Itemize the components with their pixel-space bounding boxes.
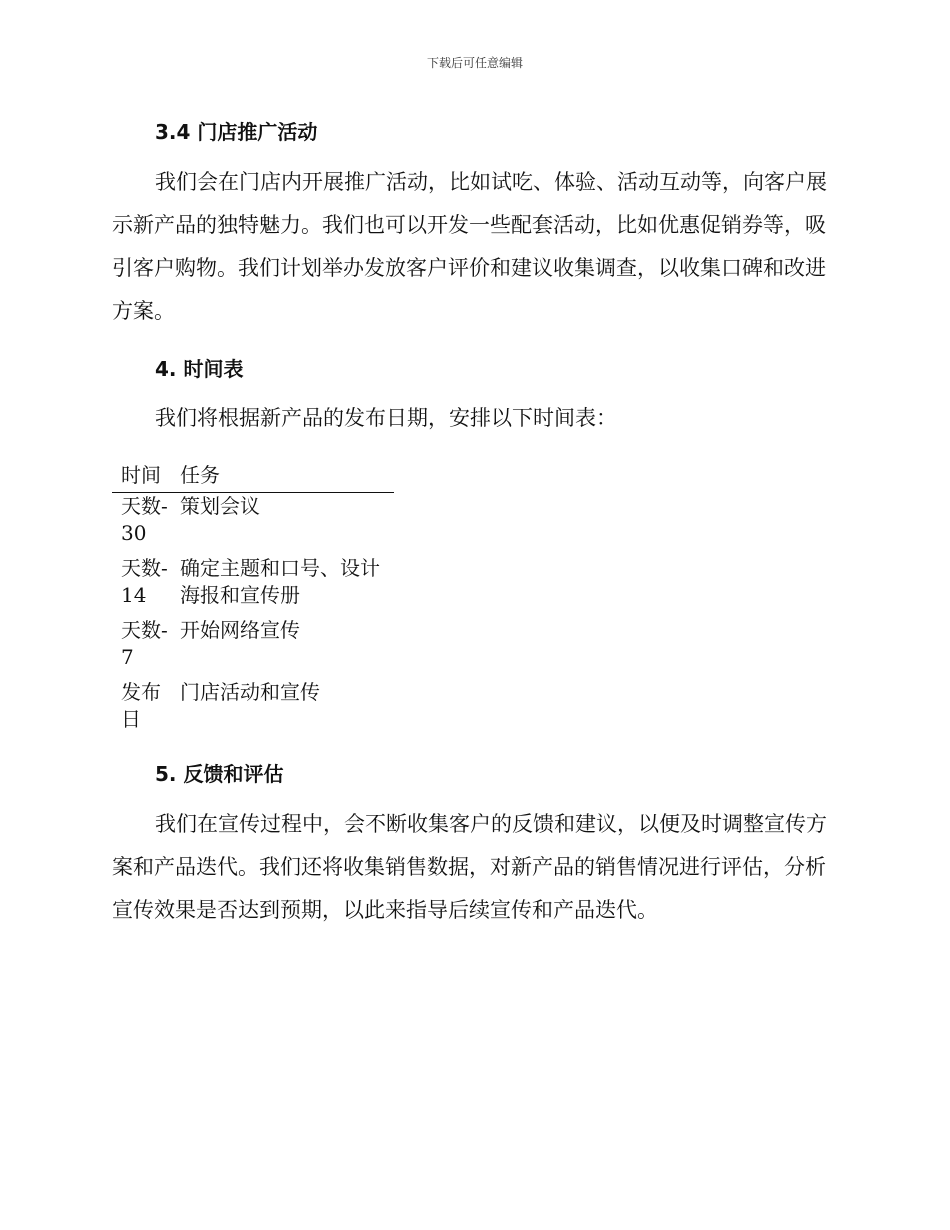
table-row — [112, 617, 394, 671]
header-task: 任务 — [180, 463, 220, 487]
schedule-table-header — [112, 458, 394, 493]
page-header: 下载后可任意编辑 — [426, 56, 523, 70]
table-row — [112, 555, 394, 609]
schedule-intro: 我们将根据新产品的发布日期，安排以下时间表： — [155, 406, 617, 430]
table-row — [112, 493, 394, 547]
header-time: 时间 — [121, 463, 161, 487]
schedule-table — [112, 458, 394, 741]
section-heading-4: 4. 时间表 — [155, 357, 244, 381]
cell-task: 确定主题和口号、设计海报和宣传册 — [180, 556, 380, 607]
cell-time: 天数-30 — [121, 494, 168, 545]
section-heading-5: 5. 反馈和评估 — [155, 762, 284, 786]
cell-task: 策划会议 — [180, 494, 260, 518]
section-heading-3-4: 3.4 门店推广活动 — [155, 120, 318, 144]
cell-time: 发布日 — [121, 680, 161, 731]
cell-time: 天数-14 — [121, 556, 168, 607]
cell-time: 天数-7 — [121, 618, 168, 669]
cell-task: 门店活动和宣传 — [180, 680, 320, 704]
section-paragraph-5: 我们在宣传过程中，会不断收集客户的反馈和建议，以便及时调整宣传方案和产品迭代。我们还将收集销售数据，对新产品的销售情况进行评估，分析宣传效果是否达到预期，以此来指导后续宣传和产品迭代。 — [112, 812, 827, 922]
section-paragraph-3-4: 我们会在门店内开展推广活动，比如试吃、体验、活动互动等，向客户展示新产品的独特魅力。我们也可以开发一些配套活动，比如优惠促销券等，吸引客户购物。我们计划举办发放客户评价和建议收集调查，以收集口碑和改进方案。 — [112, 170, 827, 323]
cell-task: 开始网络宣传 — [180, 618, 300, 642]
table-row — [112, 679, 394, 733]
